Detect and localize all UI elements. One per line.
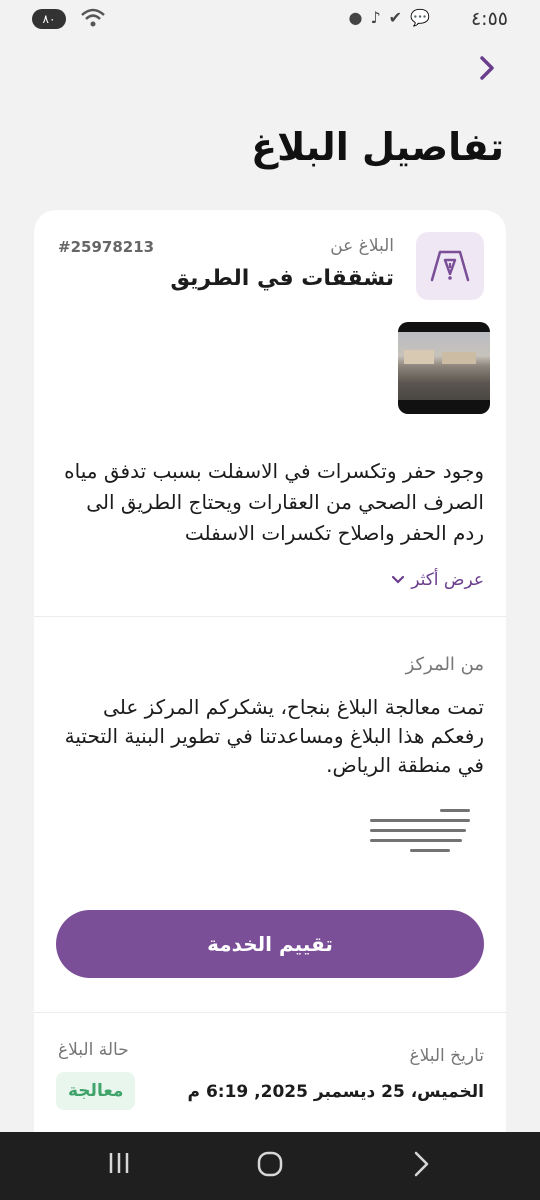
report-card	[34, 210, 506, 1140]
status-time: ٤:٥٥	[470, 8, 508, 30]
divider	[34, 616, 506, 617]
report-title: تشققات في الطريق	[170, 266, 394, 291]
signature-image	[370, 802, 470, 872]
notification-icons	[348, 8, 430, 27]
rate-service-button[interactable]: تقييم الخدمة	[56, 910, 484, 978]
recent-apps-icon	[106, 1150, 132, 1176]
chat-icon: 💬	[410, 8, 430, 27]
report-category-icon	[416, 232, 484, 300]
system-nav-bar	[0, 1132, 540, 1200]
home-icon	[256, 1150, 284, 1178]
chevron-down-icon	[391, 575, 405, 585]
road-warning-icon	[430, 248, 470, 284]
page-title: تفاصيل البلاغ	[251, 125, 504, 169]
chevron-right-icon	[477, 55, 497, 81]
wifi-icon	[80, 7, 106, 34]
tiktok-icon: ♪	[370, 8, 381, 27]
check-icon: ✔	[388, 8, 403, 27]
dot-icon: ●	[348, 8, 363, 27]
chevron-right-icon	[410, 1150, 432, 1178]
back-nav-button[interactable]	[410, 1150, 432, 1185]
show-more-label: عرض أكثر	[411, 570, 484, 590]
road-photo	[398, 332, 490, 400]
back-button[interactable]	[472, 55, 502, 85]
report-id: #25978213	[58, 238, 155, 256]
divider	[34, 1012, 506, 1013]
report-description: وجود حفر وتكسرات في الاسفلت بسبب تدفق مياه الصرف الصحي من العقارات ويحتاج الطريق الى ردم الحفر واصلاح تكسرات الاسفلت	[64, 459, 484, 545]
show-more-link[interactable]	[391, 570, 484, 590]
battery-indicator: ٨٠	[32, 9, 66, 29]
report-status-label: حالة البلاغ	[58, 1040, 129, 1060]
report-date-label: تاريخ البلاغ	[409, 1046, 484, 1066]
report-about-label: البلاغ عن	[330, 236, 394, 256]
report-date-value: الخميس، 25 ديسمبر 2025, 6:19 م	[187, 1082, 484, 1102]
recent-apps-button[interactable]	[106, 1150, 132, 1183]
center-label: من المركز	[405, 654, 484, 675]
status-badge: معالجة	[56, 1072, 135, 1110]
home-button[interactable]	[256, 1150, 284, 1185]
status-bar	[0, 0, 540, 40]
report-photo-thumbnail[interactable]	[398, 322, 490, 414]
center-message: تمت معالجة البلاغ بنجاح، يشكركم المركز على رفعكم هذا البلاغ ومساعدتنا في تطوير البنية التحتية في منطقة الرياض.	[64, 695, 484, 777]
